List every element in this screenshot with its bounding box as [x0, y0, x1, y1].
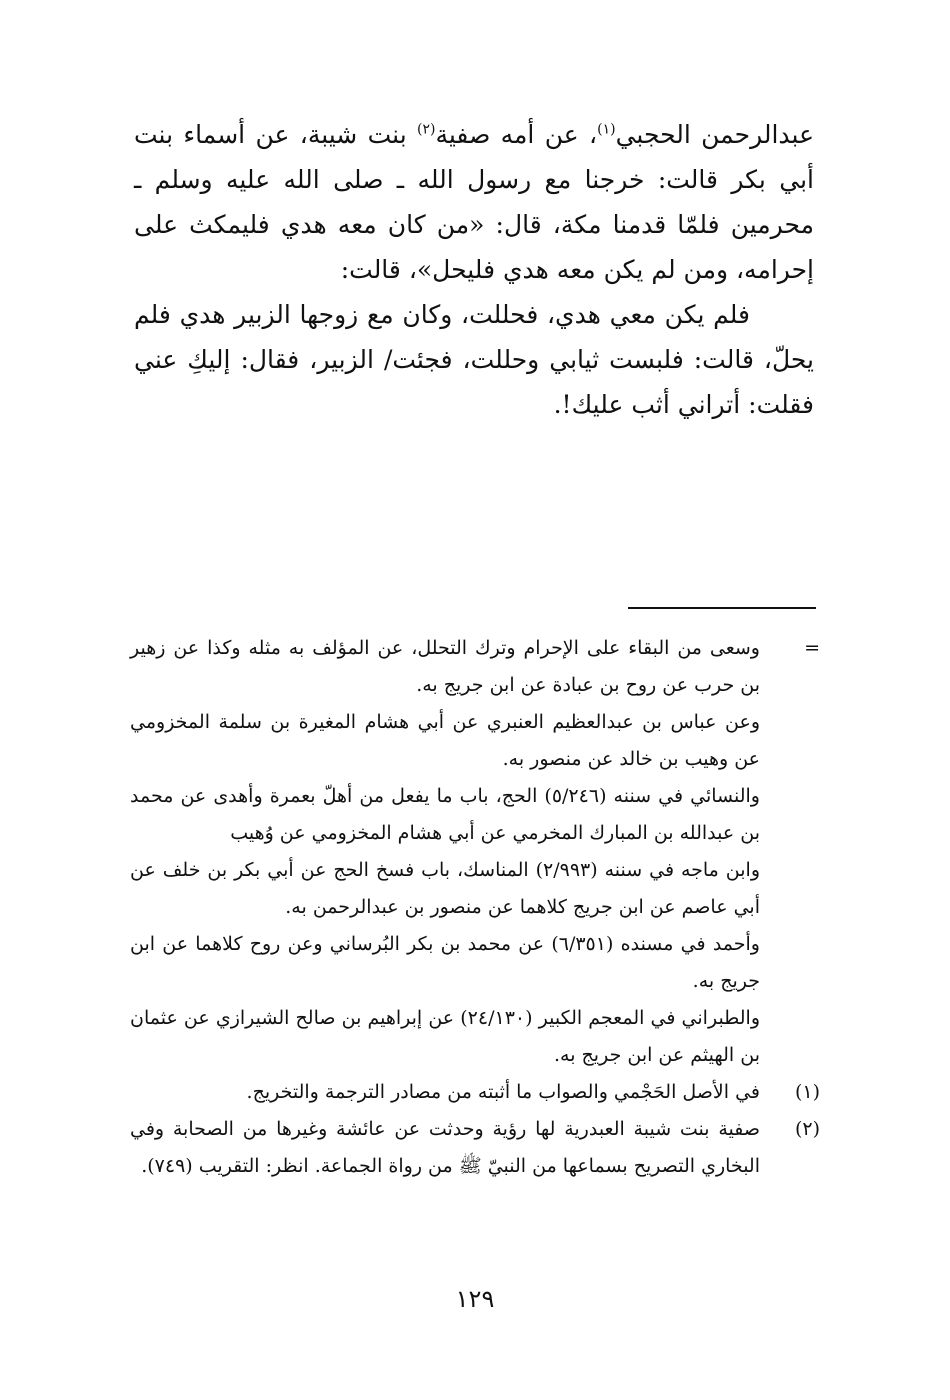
text-segment: عبدالرحمن الحجبي [615, 120, 815, 149]
footnote-ref-2: (٢) [417, 121, 436, 138]
footnote-1-mark: (١) [794, 1081, 820, 1103]
main-text [134, 112, 814, 427]
footnote-line: والطبراني في المعجم الكبير (٢٤/١٣٠) عن إبراهيم بن صالح الشيرازي عن عثمان بن الهيثم عن ابن جريج به. [130, 1007, 761, 1066]
footnote-1 [130, 1074, 820, 1111]
footnote-ref-1: (١) [597, 121, 616, 138]
text-segment: ، عن أمه صفية [435, 120, 598, 149]
footnote-line: وعن عباس بن عبدالعظيم العنبري عن أبي هشام المغيرة بن سلمة المخزومي عن وهيب بن خالد عن منصور به. [130, 711, 760, 770]
text-segment: بنت شيبة، عن أسماء بنت أبي بكر قالت: خرجنا مع رسول الله ـ صلى الله عليه وسلم ـ محرمين فلمّا قدمنا مكة، قال: «من كان معه هدي فليمكث على إحرامه، ومن لم يكن معه هدي فليحل»، قالت: [134, 120, 814, 284]
footnote-1-text: في الأصل الحَجْمي والصواب ما أثبته من مصادر الترجمة والتخريج. [246, 1081, 760, 1103]
footnotes [130, 630, 820, 1185]
footnote-line: والنسائي في سننه (٥/٢٤٦) الحج، باب ما يفعل من أهلّ بعمرة وأهدى عن محمد بن عبدالله بن المبارك المخرمي عن أبي هشام المخزومي عن وُهيب [130, 785, 760, 844]
footnote-line: وسعى من البقاء على الإحرام وترك التحلل، عن المؤلف به مثله وكذا عن زهير بن حرب عن روح بن عبادة عن ابن جريج به. [130, 637, 760, 696]
main-paragraph-2: فلم يكن معي هدي، فحللت، وكان مع زوجها الزبير هدي فلم يحلّ، قالت: فلبست ثيابي وحللت، فجئت/ الزبير، فقال: إليكِ عني فقلت: أتراني أثب عليك!. [134, 300, 814, 419]
page-number: ١٢٩ [455, 1285, 495, 1313]
footnote-separator [628, 607, 816, 609]
main-paragraph-1 [134, 112, 814, 292]
footnote-line: وأحمد في مسنده (٦/٣٥١) عن محمد بن بكر البُرساني وعن روح كلاهما عن ابن جريج به. [130, 933, 760, 992]
footnote-2 [130, 1111, 820, 1185]
footnote-2-text: صفية بنت شيبة العبدرية لها رؤية وحدثت عن عائشة وغيرها من الصحابة وفي البخاري التصريح بسماعها من النبيّ ﷺ من رواة الجماعة. انظر: التقريب (٧٤٩). [130, 1118, 760, 1177]
footnote-line: وابن ماجه في سننه (٢/٩٩٣) المناسك، باب فسخ الحج عن أبي بكر بن خلف عن أبي عاصم عن ابن جريج كلاهما عن منصور بن عبدالرحمن به. [130, 859, 761, 918]
footnote-continuation [130, 630, 820, 1074]
footnote-2-mark: (٢) [794, 1118, 820, 1140]
continuation-mark: = [804, 637, 820, 659]
